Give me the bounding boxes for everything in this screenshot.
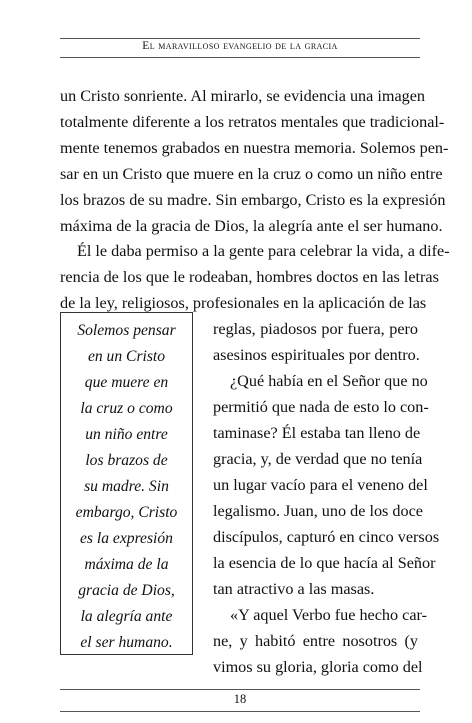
body-line: sar en un Cristo que muere en la cruz o como un niño entre [60, 165, 443, 183]
pull-quote-line: un niño entre [85, 426, 168, 443]
body-line: un Cristo sonriente. Al mirarlo, se evidencia una imagen [60, 87, 426, 105]
body-line: «Y aquel Verbo fue hecho car- [230, 606, 427, 624]
body-line: discípulos, capturó en cinco versos [213, 528, 440, 546]
body-line: los brazos de su madre. Sin embargo, Cristo es la expresión [60, 191, 446, 209]
pull-quote-line: en un Cristo [87, 348, 166, 365]
footer-rule-top [60, 689, 420, 690]
body-line: mente tenemos grabados en nuestra memoria. Solemos pen- [60, 139, 449, 157]
body-line: un lugar vacío para el veneno del [213, 476, 428, 494]
footer-rule-bottom [60, 711, 420, 712]
body-line: tan atractivo a las masas. [213, 580, 375, 598]
pull-quote-line: máxima de la [84, 556, 169, 573]
pull-quote-line: es la expresión [80, 530, 173, 547]
body-line: rencia de los que le rodeaban, hombres doctos en las letras [60, 268, 439, 286]
header-rule-bottom [60, 57, 420, 58]
body-line: legalismo. Juan, uno de los doce [213, 502, 423, 520]
pull-quote-line: Solemos pensar [77, 322, 176, 339]
body-line: máxima de la gracia de Dios, la alegría ante el ser humano. [60, 217, 443, 235]
body-line: ¿Qué había en el Señor que no [230, 372, 428, 390]
pull-quote-line: el ser humano. [80, 634, 173, 651]
pull-quote-line: la cruz o como [80, 400, 173, 417]
pull-quote-line: gracia de Dios, [78, 582, 175, 599]
body-line: Él le daba permiso a la gente para celebrar la vida, a dife- [77, 242, 450, 260]
page-number: 18 [233, 692, 247, 706]
body-line: permitió que nada de esto lo con- [213, 398, 429, 416]
pull-quote-line: que muere en [84, 374, 169, 391]
pull-quote-line: la alegría ante [80, 608, 173, 625]
body-line: gracia, y, de verdad que no tenía [213, 450, 423, 468]
body-line: la esencia de lo que hacía al Señor [213, 554, 436, 572]
body-line: reglas, piadosos por fuera, pero [213, 320, 418, 338]
pull-quote-box [60, 312, 193, 655]
body-line: vimos su gloria, gloria como del [213, 658, 423, 676]
running-head: El maravilloso evangelio de la gracia [142, 40, 338, 52]
body-line: de la ley, religiosos, profesionales en la aplicación de las [60, 294, 427, 312]
body-line: totalmente diferente a los retratos mentales que tradicional- [60, 113, 445, 131]
header-rule-top [60, 38, 420, 39]
pull-quote-line: su madre. Sin [84, 478, 169, 495]
body-line: ne, y habitó entre nosotros (y [213, 632, 418, 650]
pull-quote-line: embargo, Cristo [75, 504, 178, 521]
pull-quote-line: los brazos de [85, 452, 168, 469]
body-line: asesinos espirituales por dentro. [213, 346, 420, 364]
body-line: taminase? Él estaba tan lleno de [213, 424, 421, 442]
